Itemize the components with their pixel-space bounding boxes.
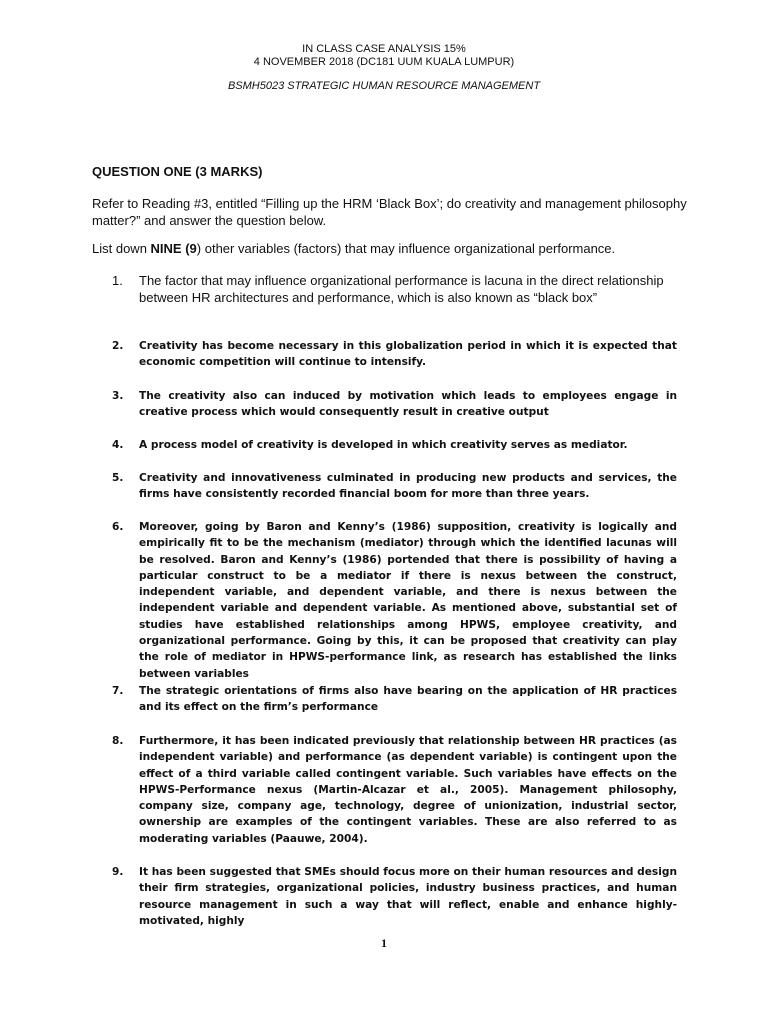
page-number: 1: [381, 936, 387, 950]
answer-text: The creativity also can induced by motivation which leads to employees engage in creative process which would consequently result in creative output: [139, 390, 677, 419]
answer-number: 4.: [112, 439, 124, 451]
answer-number: 2.: [112, 340, 124, 352]
instruction-bold: NINE (9: [150, 241, 197, 256]
question-title: QUESTION ONE (3 MARKS): [92, 164, 263, 179]
answer-text: It has been suggested that SMEs should focus more on their human resources and design their firm strategies, organizational policies, industry business practices, and human resource management in such a way that will reflect, enable and enhance highly-motivated, highly: [139, 866, 677, 927]
answer-number: 1.: [112, 273, 123, 288]
course-title: BSMH5023 STRATEGIC HUMAN RESOURCE MANAGEMENT: [227, 80, 541, 92]
question-intro: Refer to Reading #3, entitled “Filling up the HRM ‘Black Box’; do creativity and management philosophy matter?” and answer the question below.: [92, 196, 687, 228]
answer-number: 3.: [112, 390, 124, 402]
answer-number: 5.: [112, 472, 124, 484]
answer-text: Moreover, going by Baron and Kenny’s (1986) supposition, creativity is logically and empirically fit to be the mechanism (mediator) through which the identified lacunas will be resolved. Baron and Kenny’s (1986) portended that there is possibility of having a particular construct to be a mediator if there is nexus between the construct, independent variable, and dependent variable, and there is nexus between the independent variable and dependent variable. As mentioned above, substantial set of studies have established relationships among HPWS, employee creativity, and organizational performance. Going by this, it can be proposed that creativity can play the role of mediator in HPWS-performance link, as research has established the links between variables: [139, 521, 677, 680]
answer-number: 6.: [112, 521, 124, 533]
header-title: IN CLASS CASE ANALYSIS 15%: [302, 43, 466, 55]
answer-text: Creativity and innovativeness culminated in producing new products and services, the firms have consistently recorded financial boom for more than three years.: [139, 472, 677, 501]
answer-text: A process model of creativity is developed in which creativity serves as mediator.: [139, 439, 628, 451]
answer-text: Furthermore, it has been indicated previously that relationship between HR practices (as independent variable) and performance (as dependent variable) is contingent upon the effect of a third variable called contingent variable. Such variables have effects on the HPWS-Performance nexus (Martin-Alcazar et al., 2005). Management philosophy, company size, company age, technology, degree of unionization, industrial sector, ownership are examples of the contingent variables. These are also referred to as moderating variables (Paauwe, 2004).: [139, 735, 677, 845]
question-instruction: [92, 240, 692, 257]
header-date: 4 NOVEMBER 2018 (DC181 UUM KUALA LUMPUR): [253, 56, 515, 68]
instruction-suffix: ) other variables (factors) that may influence organizational performance.: [196, 241, 616, 256]
answer-number: 9.: [112, 866, 124, 878]
answer-number: 8.: [112, 735, 124, 747]
answer-text: Creativity has become necessary in this globalization period in which it is expected that economic competition will continue to intensify.: [139, 340, 677, 369]
answer-text: The strategic orientations of firms also have bearing on the application of HR practices and its effect on the firm’s performance: [139, 685, 677, 714]
answer-text: The factor that may influence organizational performance is lacuna in the direct relationship between HR architectures and performance, which is also known as “black box”: [139, 273, 664, 306]
answer-number: 7.: [112, 685, 124, 697]
instruction-prefix: List down: [92, 241, 151, 256]
